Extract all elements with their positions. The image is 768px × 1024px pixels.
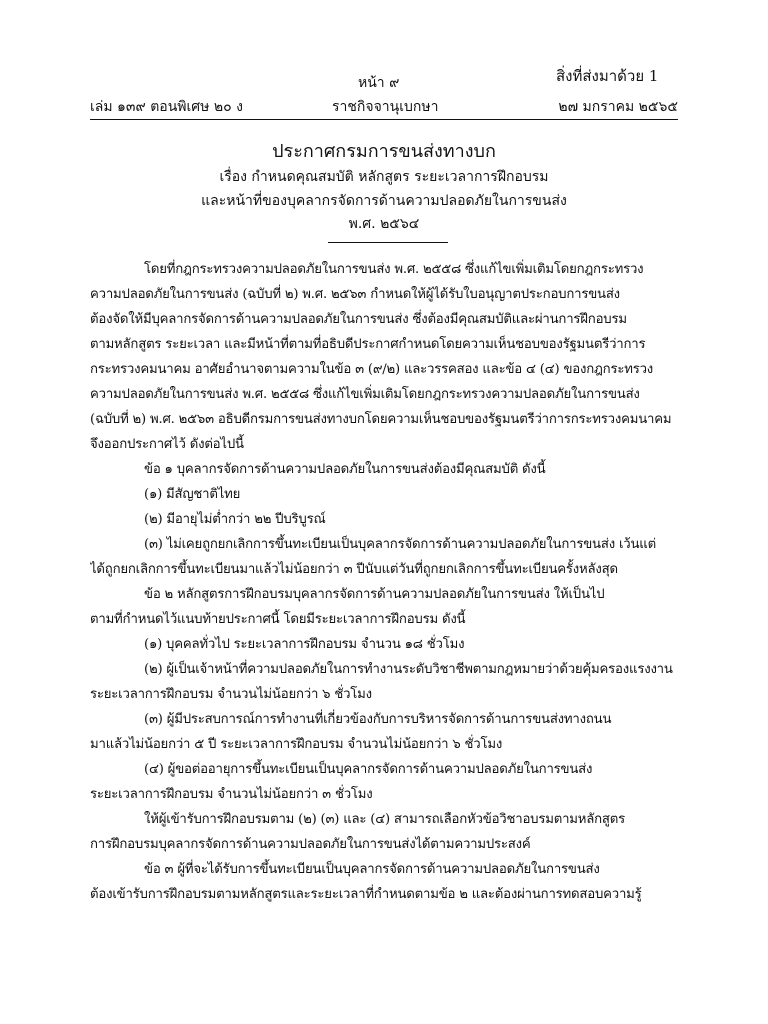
clause-1: ข้อ ๑ บุคลากรจัดการด้านความปลอดภัยในการขนส่งต้องมีคุณสมบัติ ดังนี้ bbox=[144, 462, 546, 477]
body-line: (ฉบับที่ ๒) พ.ศ. ๒๕๖๓ อธิบดีกรมการขนส่งทางบกโดยความเห็นชอบของรัฐมนตรีว่าการกระทรวงคมนาคม bbox=[90, 412, 672, 427]
gazette-name: ราชกิจจานุเบกษา bbox=[332, 99, 439, 115]
announcement-title: ประกาศกรมการขนส่งทางบก bbox=[272, 141, 496, 162]
subject-line: และหน้าที่ของบุคลากรจัดการด้านความปลอดภัยในการขนส่ง bbox=[201, 193, 567, 209]
body-line: ระยะเวลาการฝึกอบรม จำนวนไม่น้อยกว่า ๖ ชั่วโมง bbox=[90, 687, 372, 702]
clause-2: ข้อ ๒ หลักสูตรการฝึกอบรมบุคลากรจัดการด้านความปลอดภัยในการขนส่ง ให้เป็นไป bbox=[144, 587, 605, 602]
body-line: จึงออกประกาศไว้ ดังต่อไปนี้ bbox=[90, 437, 244, 452]
publication-date: ๒๗ มกราคม ๒๕๖๕ bbox=[558, 99, 678, 115]
body-line: ต้องจัดให้มีบุคลากรจัดการด้านความปลอดภัยในการขนส่ง ซึ่งต้องมีคุณสมบัติและผ่านการฝึกอบรม bbox=[90, 312, 627, 327]
title-divider bbox=[328, 242, 448, 243]
body-line: ตามที่กำหนดไว้แนบท้ายประกาศนี้ โดยมีระยะเวลาการฝึกอบรม ดังนี้ bbox=[90, 612, 466, 627]
body-line: (๑) มีสัญชาติไทย bbox=[144, 487, 241, 502]
body-line: มาแล้วไม่น้อยกว่า ๕ ปี ระยะเวลาการฝึกอบรม จำนวนไม่น้อยกว่า ๖ ชั่วโมง bbox=[90, 737, 503, 752]
body-line: ความปลอดภัยในการขนส่ง (ฉบับที่ ๒) พ.ศ. ๒๕๖๓ กำหนดให้ผู้ได้รับใบอนุญาตประกอบการขนส่ง bbox=[90, 287, 620, 302]
subject-line: เรื่อง กำหนดคุณสมบัติ หลักสูตร ระยะเวลาการฝึกอบรม bbox=[219, 169, 549, 185]
body-line: (๓) ไม่เคยถูกยกเลิกการขึ้นทะเบียนเป็นบุคลากรจัดการด้านความปลอดภัยในการขนส่ง เว้นแต่ bbox=[144, 537, 656, 552]
announcement-year: พ.ศ. ๒๕๖๔ bbox=[348, 216, 420, 232]
gazette-header bbox=[90, 96, 678, 116]
body-line: การฝึกอบรมบุคลากรจัดการด้านความปลอดภัยในการขนส่งได้ตามความประสงค์ bbox=[90, 837, 531, 852]
body-line: (๓) ผู้มีประสบการณ์การทำงานที่เกี่ยวข้องกับการบริหารจัดการด้านการขนส่งทางถนน bbox=[144, 712, 612, 727]
clause-3: ข้อ ๓ ผู้ที่จะได้รับการขึ้นทะเบียนเป็นบุคลากรจัดการด้านความปลอดภัยในการขนส่ง bbox=[144, 862, 600, 877]
body-line: (๒) ผู้เป็นเจ้าหน้าที่ความปลอดภัยในการทำงานระดับวิชาชีพตามกฎหมายว่าด้วยคุ้มครองแรงงาน bbox=[144, 662, 673, 677]
body-line: (๔) ผู้ขอต่ออายุการขึ้นทะเบียนเป็นบุคลากรจัดการด้านความปลอดภัยในการขนส่ง bbox=[144, 762, 593, 777]
body-line: ตามหลักสูตร ระยะเวลา และมีหน้าที่ตามที่อธิบดีประกาศกำหนดโดยความเห็นชอบของรัฐมนตรีว่าการ bbox=[90, 337, 646, 352]
body-line: ให้ผู้เข้ารับการฝึกอบรมตาม (๒) (๓) และ (๔) สามารถเลือกหัวข้อวิชาอบรมตามหลักสูตร bbox=[144, 812, 626, 827]
attachment-note: สิ่งที่ส่งมาด้วย 1 bbox=[556, 67, 659, 85]
body-line: ความปลอดภัยในการขนส่ง พ.ศ. ๒๕๕๘ ซึ่งแก้ไขเพิ่มเติมโดยกฎกระทรวงความปลอดภัยในการขนส่ง bbox=[90, 387, 640, 402]
page-number: หน้า ๙ bbox=[358, 75, 400, 91]
body-line: กระทรวงคมนาคม อาศัยอำนาจตามความในข้อ ๓ (๙/๒) และวรรคสอง และข้อ ๔ (๔) ของกฎกระทรวง bbox=[90, 362, 654, 377]
body-line: ระยะเวลาการฝึกอบรม จำนวนไม่น้อยกว่า ๓ ชั่วโมง bbox=[90, 787, 373, 802]
body-line: (๒) มีอายุไม่ต่ำกว่า ๒๒ ปีบริบูรณ์ bbox=[144, 512, 326, 527]
header-divider bbox=[90, 119, 678, 120]
body-line: โดยที่กฎกระทรวงความปลอดภัยในการขนส่ง พ.ศ. ๒๕๕๘ ซึ่งแก้ไขเพิ่มเติมโดยกฎกระทรวง bbox=[144, 262, 644, 277]
body-line: ต้องเข้ารับการฝึกอบรมตามหลักสูตรและระยะเวลาที่กำหนดตามข้อ ๒ และต้องผ่านการทดสอบความรู้ bbox=[90, 887, 642, 902]
volume-info: เล่ม ๑๓๙ ตอนพิเศษ ๒๐ ง bbox=[90, 99, 243, 115]
body-line: (๑) บุคคลทั่วไป ระยะเวลาการฝึกอบรม จำนวน ๑๘ ชั่วโมง bbox=[144, 637, 465, 652]
body-line: ได้ถูกยกเลิกการขึ้นทะเบียนมาแล้วไม่น้อยกว่า ๓ ปีนับแต่วันที่ถูกยกเลิกการขึ้นทะเบียนครั้งหลังสุด bbox=[90, 562, 618, 577]
